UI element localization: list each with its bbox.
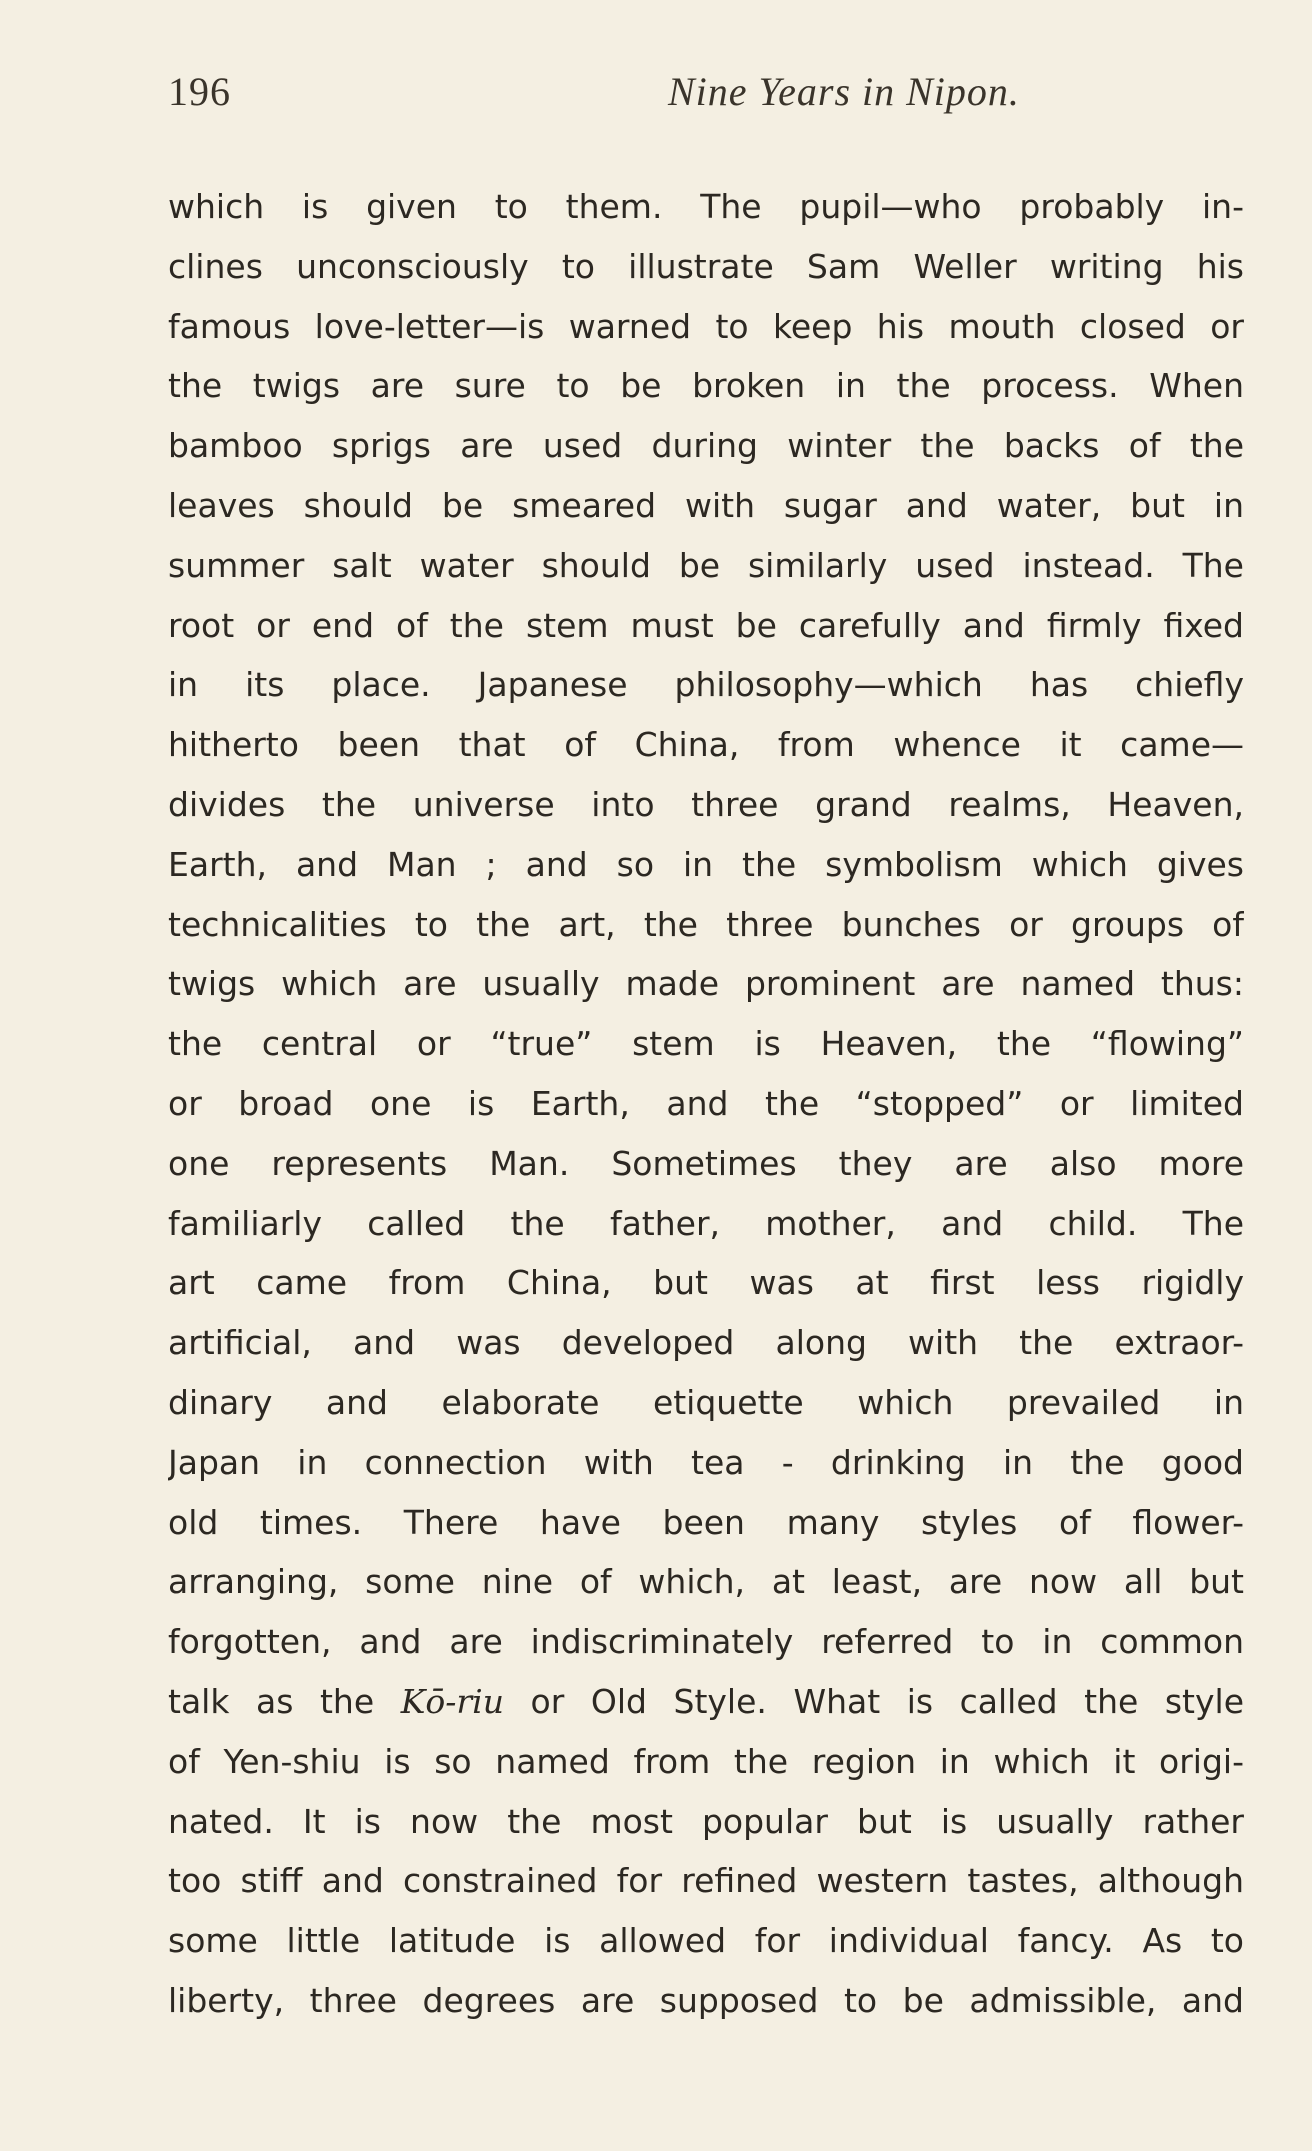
- text-line: summer salt water should be similarly used instead. The: [168, 545, 1244, 585]
- italic-term-ko-riu: Kō-riu: [400, 1681, 504, 1721]
- text-line: hitherto been that of China, from whence it came—: [168, 725, 1244, 765]
- text-line: Japan in connection with tea - drinking in the good: [168, 1442, 1244, 1482]
- text-line: famous love-letter—is warned to keep his mouth closed or: [168, 306, 1244, 346]
- text-segment: or Old Style. What is called the style: [503, 1681, 1244, 1721]
- text-line: or broad one is Earth, and the “stopped” or limited: [168, 1083, 1244, 1123]
- text-line: liberty, three degrees are supposed to be admissible, and: [168, 1980, 1244, 2020]
- text-line: bamboo sprigs are used during winter the backs of the: [168, 426, 1244, 466]
- text-line: some little latitude is allowed for individual fancy. As to: [168, 1921, 1244, 1961]
- text-line: one represents Man. Sometimes they are also more: [168, 1143, 1244, 1183]
- running-head: [168, 62, 1248, 122]
- text-line: of Yen-shiu is so named from the region in which it origi-: [168, 1741, 1244, 1781]
- page-number: 196: [168, 69, 231, 114]
- text-line: old times. There have been many styles of flower-: [168, 1502, 1244, 1542]
- text-line: technicalities to the art, the three bunches or groups of: [168, 904, 1244, 944]
- text-line: the central or “true” stem is Heaven, the “flowing”: [168, 1024, 1244, 1064]
- text-line: root or end of the stem must be carefully and firmly fixed: [168, 605, 1244, 645]
- text-line: arranging, some nine of which, at least, are now all but: [168, 1562, 1244, 1602]
- text-line: which is given to them. The pupil—who probably in-: [168, 187, 1244, 226]
- text-line: dinary and elaborate etiquette which prevailed in: [168, 1382, 1244, 1422]
- body-text: [168, 177, 1244, 2031]
- text-line: forgotten, and are indiscriminately referred to in common: [168, 1622, 1244, 1662]
- text-line: leaves should be smeared with sugar and water, but in: [168, 485, 1244, 525]
- text-line: twigs which are usually made prominent are named thus:: [168, 964, 1244, 1004]
- text-line: familiarly called the father, mother, and child. The: [168, 1203, 1244, 1243]
- text-segment: talk as the: [168, 1681, 401, 1721]
- text-line: Earth, and Man ; and so in the symbolism which gives: [168, 844, 1244, 884]
- text-line: the twigs are sure to be broken in the process. When: [168, 366, 1244, 406]
- text-line: artificial, and was developed along with the extraor-: [168, 1323, 1244, 1363]
- text-line: in its place. Japanese philosophy—which has chiefly: [168, 665, 1244, 705]
- text-line: too stiff and constrained for refined western tastes, although: [168, 1861, 1244, 1901]
- text-line-with-italic-term: [168, 1672, 1244, 1732]
- text-line: art came from China, but was at first less rigidly: [168, 1263, 1244, 1303]
- text-line: divides the universe into three grand realms, Heaven,: [168, 784, 1244, 824]
- running-title: Nine Years in Nipon.: [668, 69, 1020, 114]
- text-line: clines unconsciously to illustrate Sam Weller writing his: [168, 246, 1244, 286]
- text-line: nated. It is now the most popular but is usually rather: [168, 1801, 1244, 1841]
